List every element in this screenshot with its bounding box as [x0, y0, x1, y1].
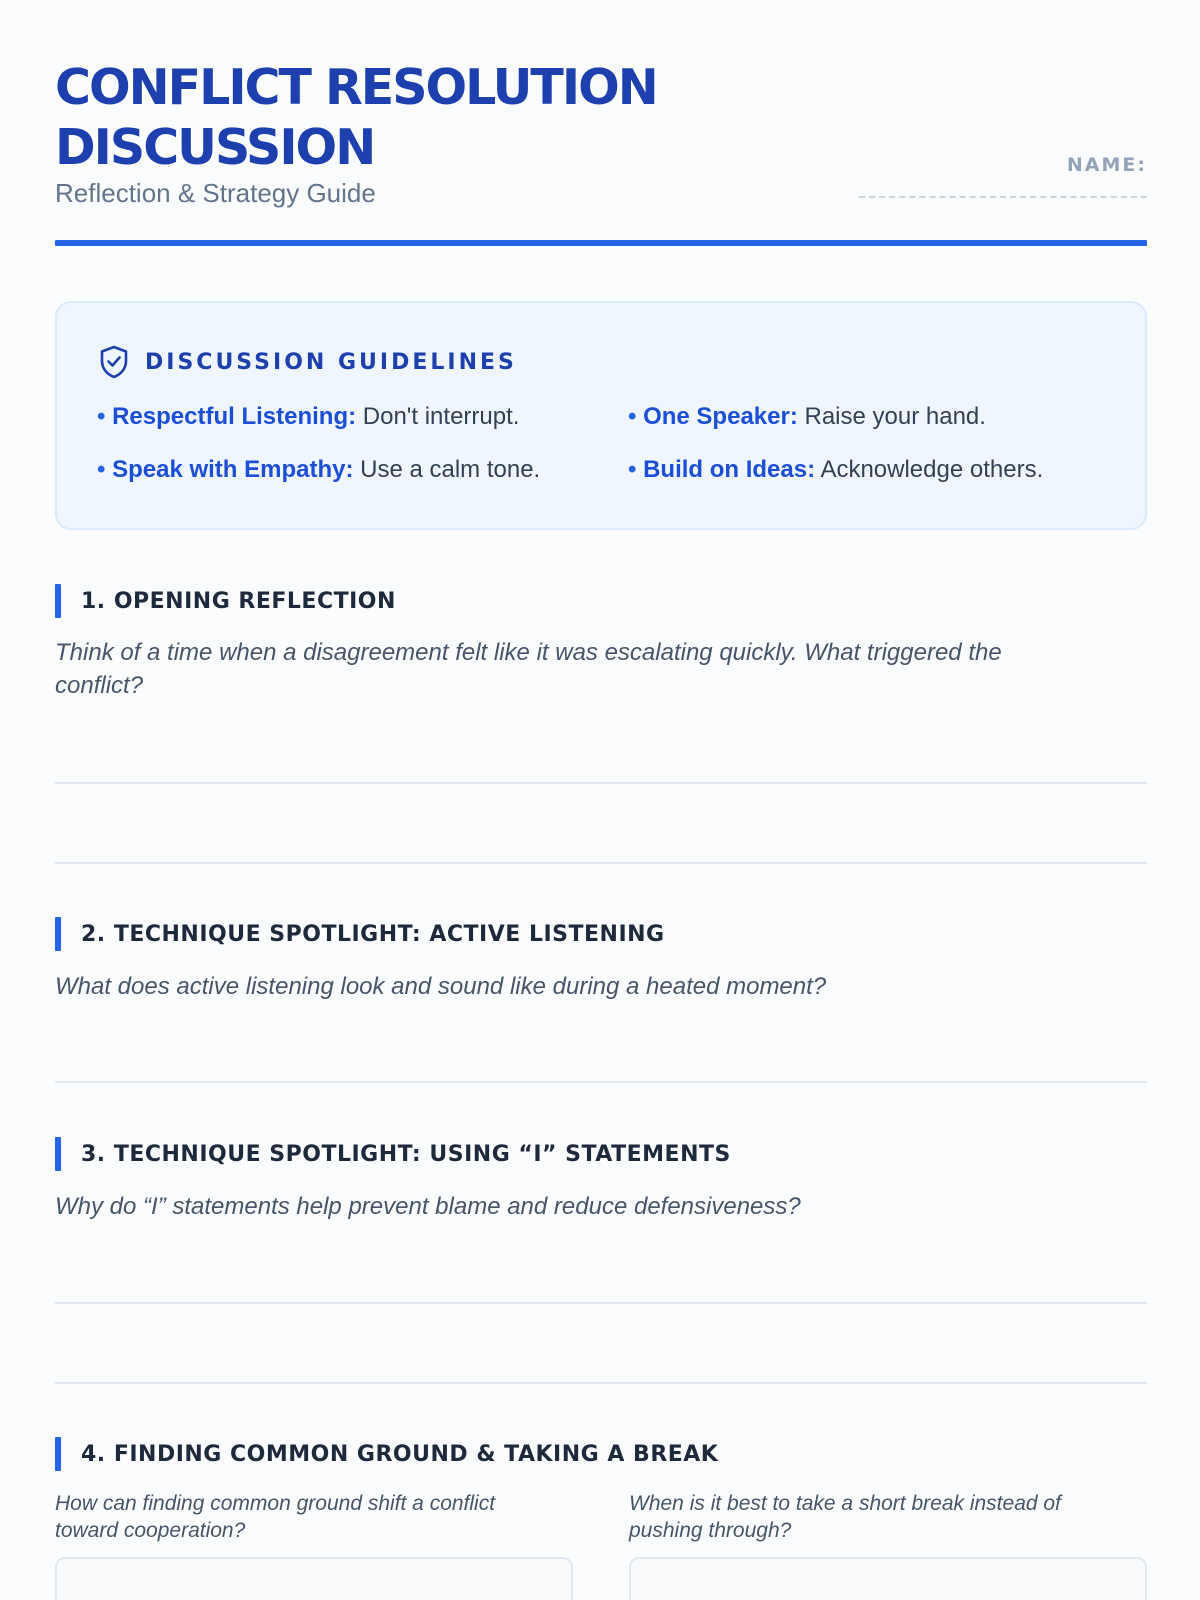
guideline-key: Build on Ideas:: [643, 456, 816, 483]
section-4-left-prompt: How can finding common ground shift a conflict toward cooperation?: [55, 1492, 496, 1542]
guideline-key: Respectful Listening:: [112, 403, 357, 430]
common-ground-answer-box[interactable]: [55, 1557, 573, 1600]
page-subtitle: Reflection & Strategy Guide: [55, 178, 376, 208]
guideline-text: Use a calm tone.: [360, 456, 541, 483]
section-3-title: 3. TECHNIQUE SPOTLIGHT: USING “I” STATEMENTS: [81, 1141, 731, 1167]
guideline-item: [628, 456, 1043, 484]
name-label: NAME:: [1066, 154, 1147, 176]
guideline-text: Don't interrupt.: [362, 403, 520, 430]
guideline-text: Acknowledge others.: [820, 456, 1044, 483]
title-line-1: CONFLICT RESOLUTION: [55, 59, 657, 116]
answer-line[interactable]: [55, 1081, 1147, 1083]
guidelines-title: DISCUSSION GUIDELINES: [145, 349, 517, 375]
guidelines-panel: [55, 301, 1147, 530]
shield-check-icon: [99, 345, 129, 379]
answer-line[interactable]: [55, 782, 1147, 784]
bullet: •: [628, 456, 637, 483]
guideline-item: [97, 456, 540, 484]
answer-line[interactable]: [55, 862, 1147, 864]
section-3-prompt: Why do “I” statements help prevent blame and reduce defensiveness?: [55, 1193, 801, 1220]
worksheet-header: [55, 50, 1147, 246]
section-accent-bar: [55, 1137, 61, 1171]
header-rule: [55, 240, 1147, 246]
bullet: •: [628, 403, 637, 430]
guidelines-header: [99, 345, 517, 379]
title-line-2: DISCUSSION: [55, 119, 375, 176]
guideline-key: Speak with Empathy:: [112, 456, 354, 483]
page-title: [55, 58, 775, 178]
section-2-title: 2. TECHNIQUE SPOTLIGHT: ACTIVE LISTENING: [81, 921, 665, 947]
section-2-prompt: What does active listening look and sound like during a heated moment?: [55, 973, 827, 1000]
section-accent-bar: [55, 584, 61, 618]
section-4-right-prompt: When is it best to take a short break instead of pushing through?: [629, 1492, 1061, 1542]
break-answer-box[interactable]: [629, 1557, 1147, 1600]
bullet: •: [97, 403, 106, 430]
worksheet-page: [55, 0, 1147, 1600]
section-4-title: 4. FINDING COMMON GROUND & TAKING A BREAK: [81, 1441, 719, 1467]
name-field[interactable]: [857, 154, 1147, 198]
section-2-header: [55, 917, 665, 951]
answer-line[interactable]: [55, 1382, 1147, 1384]
guideline-text: Raise your hand.: [804, 403, 986, 430]
section-3-header: [55, 1137, 731, 1171]
section-1-prompt: Think of a time when a disagreement felt like it was escalating quickly. What triggered the conflict?: [55, 639, 1002, 699]
section-4-header: [55, 1437, 718, 1471]
section-1-title: 1. OPENING REFLECTION: [81, 588, 396, 614]
section-accent-bar: [55, 917, 61, 951]
guideline-item: [97, 403, 519, 431]
guideline-key: One Speaker:: [643, 403, 798, 430]
bullet: •: [97, 456, 106, 483]
name-line[interactable]: [859, 196, 1147, 198]
guideline-item: [628, 403, 986, 431]
section-1-header: [55, 584, 396, 618]
section-accent-bar: [55, 1437, 61, 1471]
answer-line[interactable]: [55, 1302, 1147, 1304]
